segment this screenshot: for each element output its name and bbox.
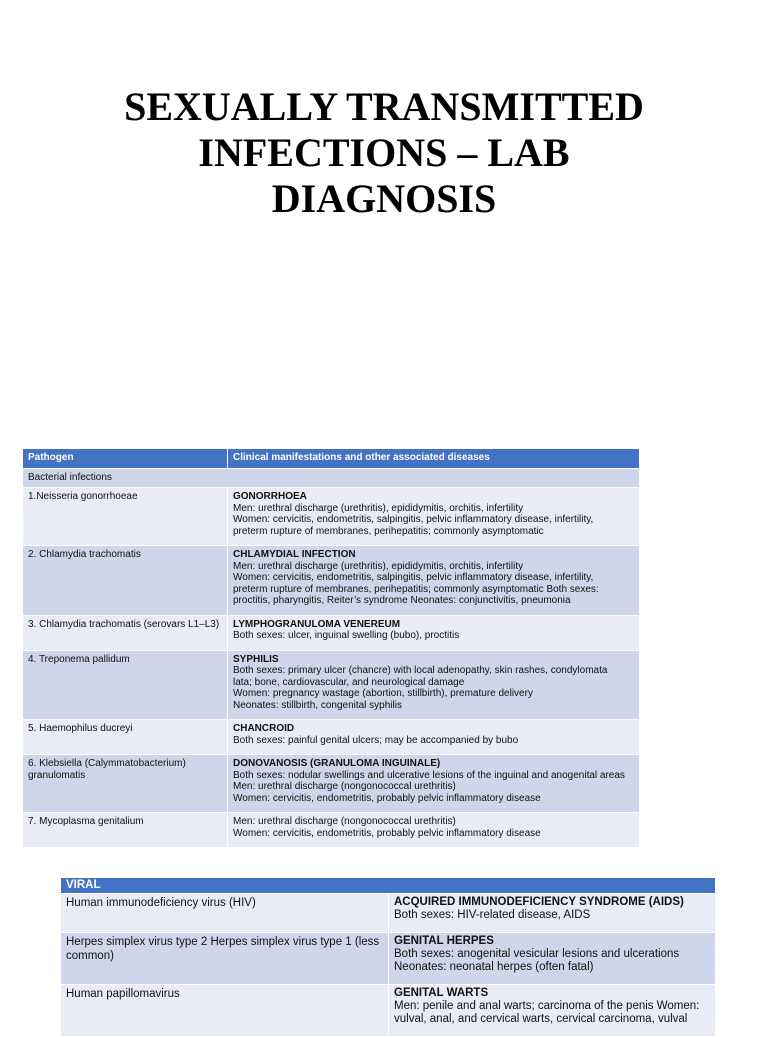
table-header-row xyxy=(61,878,716,894)
pathogen-cell: 1.Neisseria gonorrhoeae xyxy=(23,488,228,546)
disease-name: LYMPHOGRANULOMA VENEREUM xyxy=(233,618,401,630)
title-line-3: DIAGNOSIS xyxy=(271,176,497,221)
manifestation-line: Neonates: stillbirth, congenital syphilis xyxy=(233,699,402,711)
disease-name: CHANCROID xyxy=(233,723,295,734)
manifestation-line: Men: urethral discharge (urethritis), epididymitis, orchitis, infertility xyxy=(233,560,524,572)
pathogen-column-header: Pathogen xyxy=(23,449,228,469)
manifestation-line: Women: cervicitis, endometritis, probably pelvic inflammatory disease xyxy=(233,827,541,839)
manifestation-line: Both sexes: HIV-related disease, AIDS xyxy=(394,909,591,921)
manifestation-line: preterm rupture of membranes, perihepatitis; commonly asymptomatic xyxy=(233,525,544,537)
manifestation-line: Women: cervicitis, endometritis, probably pelvic inflammatory disease xyxy=(233,792,541,804)
manifestation-line: lata; bone, cardiovascular, and neurological damage xyxy=(233,676,465,688)
manifestations-cell xyxy=(228,755,640,813)
manifestation-line: Women: cervicitis, endometritis, salpingitis, pelvic inflammatory disease, infertility, xyxy=(233,572,594,583)
disease-name: SYPHILIS xyxy=(233,653,279,665)
table-row xyxy=(23,488,640,546)
pathogen-cell: Herpes simplex virus type 2 Herpes simplex virus type 1 (less common) xyxy=(61,933,389,985)
manifestation-line: vulval, anal, and cervical warts, cervical carcinoma, vulval xyxy=(394,1013,688,1025)
title-line-1: SEXUALLY TRANSMITTED xyxy=(124,84,644,129)
manifestation-line: Both sexes: primary ulcer (chancre) with local adenopathy, skin rashes, condylomata xyxy=(233,665,608,676)
manifestations-cell xyxy=(228,813,640,848)
disease-name: GENITAL HERPES xyxy=(394,935,494,947)
table-row xyxy=(23,650,640,720)
pathogen-cell: 6. Klebsiella (Calymmatobacterium) granulomatis xyxy=(23,755,228,813)
table-header-row xyxy=(23,449,640,469)
disease-name: GONORRHOEA xyxy=(233,491,307,502)
pathogen-cell: 5. Haemophilus ducreyi xyxy=(23,720,228,755)
manifestations-cell xyxy=(228,615,640,650)
pathogen-cell: 4. Treponema pallidum xyxy=(23,650,228,720)
manifestation-line: preterm rupture of membranes, perihepatitis; commonly asymptomatic Both sexes: xyxy=(233,583,599,595)
table-row xyxy=(61,985,716,1037)
pathogen-cell: 7. Mycoplasma genitalium xyxy=(23,813,228,848)
section-label: Bacterial infections xyxy=(23,468,640,488)
disease-name: DONOVANOSIS (GRANULOMA INGUINALE) xyxy=(233,758,441,769)
pathogen-cell: Human immunodeficiency virus (HIV) xyxy=(61,894,389,933)
manifestation-line: Neonates: neonatal herpes (often fatal) xyxy=(394,961,594,973)
manifestations-cell xyxy=(228,546,640,616)
table-row xyxy=(23,720,640,755)
manifestations-cell xyxy=(389,894,716,933)
viral-header: VIRAL xyxy=(61,878,716,894)
manifestation-line: Men: urethral discharge (nongonococcal urethritis) xyxy=(233,781,456,792)
table-row xyxy=(23,546,640,616)
pathogen-cell: 3. Chlamydia trachomatis (serovars L1–L3) xyxy=(23,615,228,650)
table-row xyxy=(23,813,640,848)
manifestation-line: Women: pregnancy wastage (abortion, stillbirth), premature delivery xyxy=(233,688,533,699)
table-row xyxy=(61,894,716,933)
manifestation-line: Women: cervicitis, endometritis, salpingitis, pelvic inflammatory disease, infertility, xyxy=(233,514,594,525)
pathogen-cell: 2. Chlamydia trachomatis xyxy=(23,546,228,616)
manifestation-line: Both sexes: ulcer, inguinal swelling (bubo), proctitis xyxy=(233,630,460,641)
pathogen-cell: Human papillomavirus xyxy=(61,985,389,1037)
manifestation-line: Men: urethral discharge (nongonococcal urethritis) xyxy=(233,816,456,827)
manifestations-cell xyxy=(228,650,640,720)
viral-infections-table xyxy=(60,877,716,1037)
manifestations-cell xyxy=(228,488,640,546)
manifestations-cell xyxy=(389,985,716,1037)
table-row xyxy=(23,755,640,813)
table-row xyxy=(61,933,716,985)
manifestation-line: Men: urethral discharge (urethritis), epididymitis, orchitis, infertility xyxy=(233,502,524,514)
manifestation-line: Both sexes: nodular swellings and ulcerative lesions of the inguinal and anogenital areas xyxy=(233,769,625,781)
manifestation-line: Men: penile and anal warts; carcinoma of the penis Women: xyxy=(394,1000,700,1012)
manifestations-cell xyxy=(228,720,640,755)
disease-name: ACQUIRED IMMUNODEFICIENCY SYNDROME (AIDS) xyxy=(394,896,684,908)
manifestations-column-header: Clinical manifestations and other associated diseases xyxy=(228,449,640,469)
disease-name: GENITAL WARTS xyxy=(394,987,489,999)
manifestation-line: Both sexes: painful genital ulcers; may be accompanied by bubo xyxy=(233,734,519,746)
title-line-2: INFECTIONS – LAB xyxy=(198,130,570,175)
manifestation-line: proctitis, pharyngitis, Reiter’s syndrome Neonates: conjunctivitis, pneumonia xyxy=(233,595,571,606)
manifestations-cell xyxy=(389,933,716,985)
section-row xyxy=(23,468,640,488)
manifestation-line: Both sexes: anogenital vesicular lesions and ulcerations xyxy=(394,948,680,960)
page-title xyxy=(60,84,708,222)
bacterial-infections-table xyxy=(22,448,640,848)
disease-name: CHLAMYDIAL INFECTION xyxy=(233,549,356,560)
table-row xyxy=(23,615,640,650)
